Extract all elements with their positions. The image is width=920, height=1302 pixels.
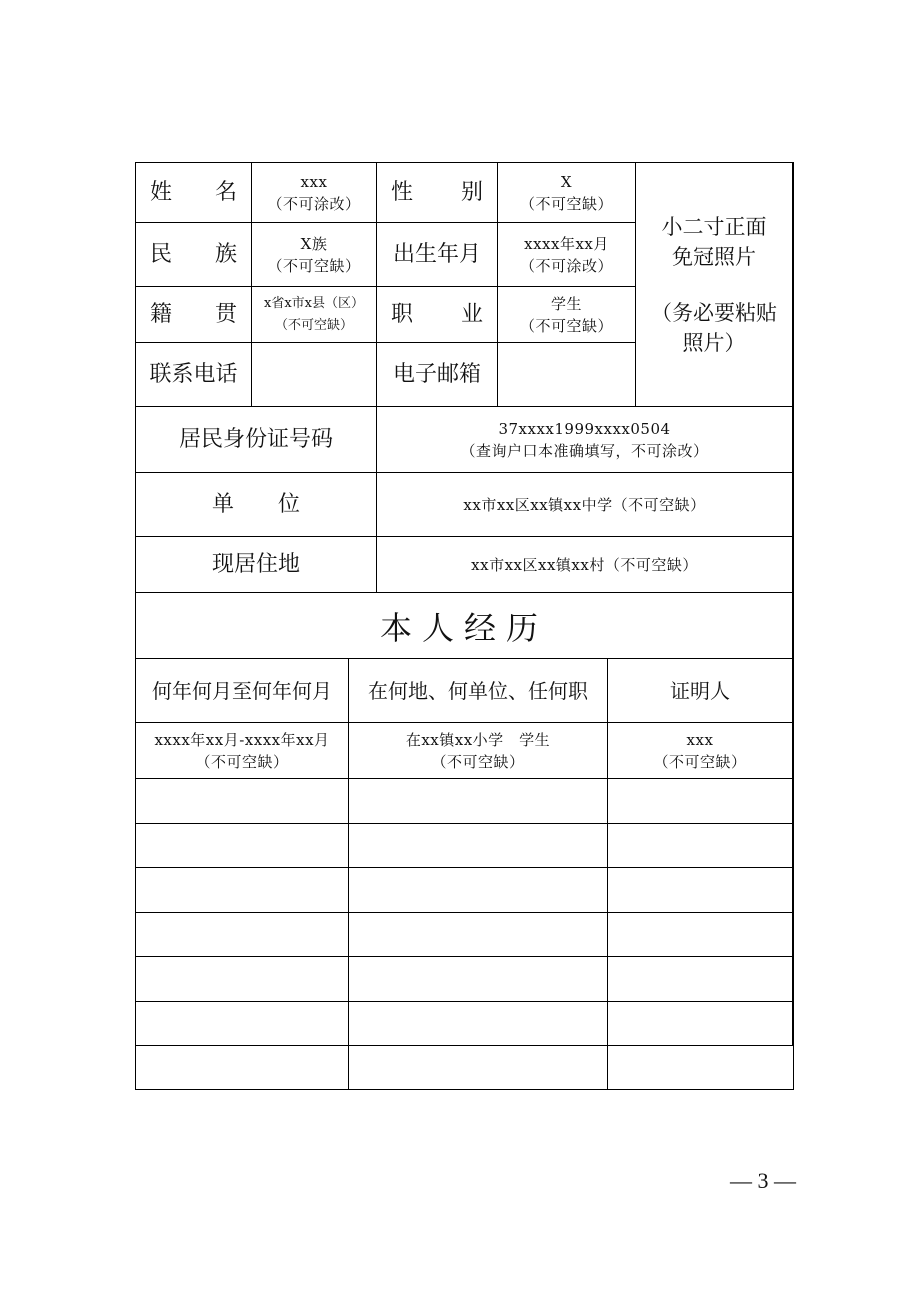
birth-label: 出生年月 xyxy=(377,223,498,287)
gender-label: 性 别 xyxy=(377,163,498,223)
address-label: 现居住地 xyxy=(136,537,377,593)
birth-field[interactable]: xxxx年xx月 （不可涂改） xyxy=(498,223,636,287)
experience-row-3-period[interactable] xyxy=(136,824,349,868)
ethnic-field[interactable]: X族 （不可空缺） xyxy=(252,223,377,287)
photo-box[interactable]: 小二寸正面 免冠照片 （务必要粘贴 照片） xyxy=(636,163,793,407)
experience-row-7-period[interactable] xyxy=(136,1002,349,1046)
ethnic-label: 民 族 xyxy=(136,223,252,287)
column-header-witness: 证明人 xyxy=(608,659,793,723)
id-number-field[interactable]: 37xxxx1999xxxx0504 （查询户口本准确填写，不可涂改） xyxy=(377,407,793,473)
name-label: 姓 名 xyxy=(136,163,252,223)
experience-row-4-place[interactable] xyxy=(349,868,608,913)
gender-field[interactable]: X （不可空缺） xyxy=(498,163,636,223)
occupation-field[interactable]: 学生 （不可空缺） xyxy=(498,287,636,343)
work-unit-field[interactable]: xx市xx区xx镇xx中学（不可空缺） xyxy=(377,473,793,537)
experience-row-1-place[interactable]: 在xx镇xx小学 学生 （不可空缺） xyxy=(349,723,608,779)
experience-row-8-place[interactable] xyxy=(349,1046,608,1089)
origin-field[interactable]: x省x市x县（区） （不可空缺） xyxy=(252,287,377,343)
name-field[interactable]: xxx （不可涂改） xyxy=(252,163,377,223)
id-number-label: 居民身份证号码 xyxy=(136,407,377,473)
address-field[interactable]: xx市xx区xx镇xx村（不可空缺） xyxy=(377,537,793,593)
experience-row-8-witness[interactable] xyxy=(608,1046,793,1089)
experience-row-6-period[interactable] xyxy=(136,957,349,1002)
experience-row-2-period[interactable] xyxy=(136,779,349,824)
column-header-period: 何年何月至何年何月 xyxy=(136,659,349,723)
email-label: 电子邮箱 xyxy=(377,343,498,407)
experience-row-5-period[interactable] xyxy=(136,913,349,957)
experience-row-7-witness[interactable] xyxy=(608,1002,793,1046)
experience-row-8-period[interactable] xyxy=(136,1046,349,1089)
experience-row-5-witness[interactable] xyxy=(608,913,793,957)
experience-row-4-witness[interactable] xyxy=(608,868,793,913)
experience-row-6-place[interactable] xyxy=(349,957,608,1002)
work-unit-label: 单 位 xyxy=(136,473,377,537)
page-number: — 3 — xyxy=(730,1168,796,1193)
occupation-label: 职 业 xyxy=(377,287,498,343)
experience-row-2-witness[interactable] xyxy=(608,779,793,824)
experience-row-4-period[interactable] xyxy=(136,868,349,913)
phone-label: 联系电话 xyxy=(136,343,252,407)
experience-row-6-witness[interactable] xyxy=(608,957,793,1002)
experience-section-title: 本人经历 xyxy=(136,593,793,659)
experience-row-3-place[interactable] xyxy=(349,824,608,868)
origin-label: 籍 贯 xyxy=(136,287,252,343)
experience-row-2-place[interactable] xyxy=(349,779,608,824)
personal-info-form xyxy=(135,162,794,1090)
column-header-place: 在何地、何单位、任何职 xyxy=(349,659,608,723)
experience-row-1-witness[interactable]: xxx （不可空缺） xyxy=(608,723,793,779)
experience-row-7-place[interactable] xyxy=(349,1002,608,1046)
experience-row-5-place[interactable] xyxy=(349,913,608,957)
phone-field[interactable] xyxy=(252,343,377,407)
experience-row-1-period[interactable]: xxxx年xx月-xxxx年xx月 （不可空缺） xyxy=(136,723,349,779)
experience-row-3-witness[interactable] xyxy=(608,824,793,868)
email-field[interactable] xyxy=(498,343,636,407)
